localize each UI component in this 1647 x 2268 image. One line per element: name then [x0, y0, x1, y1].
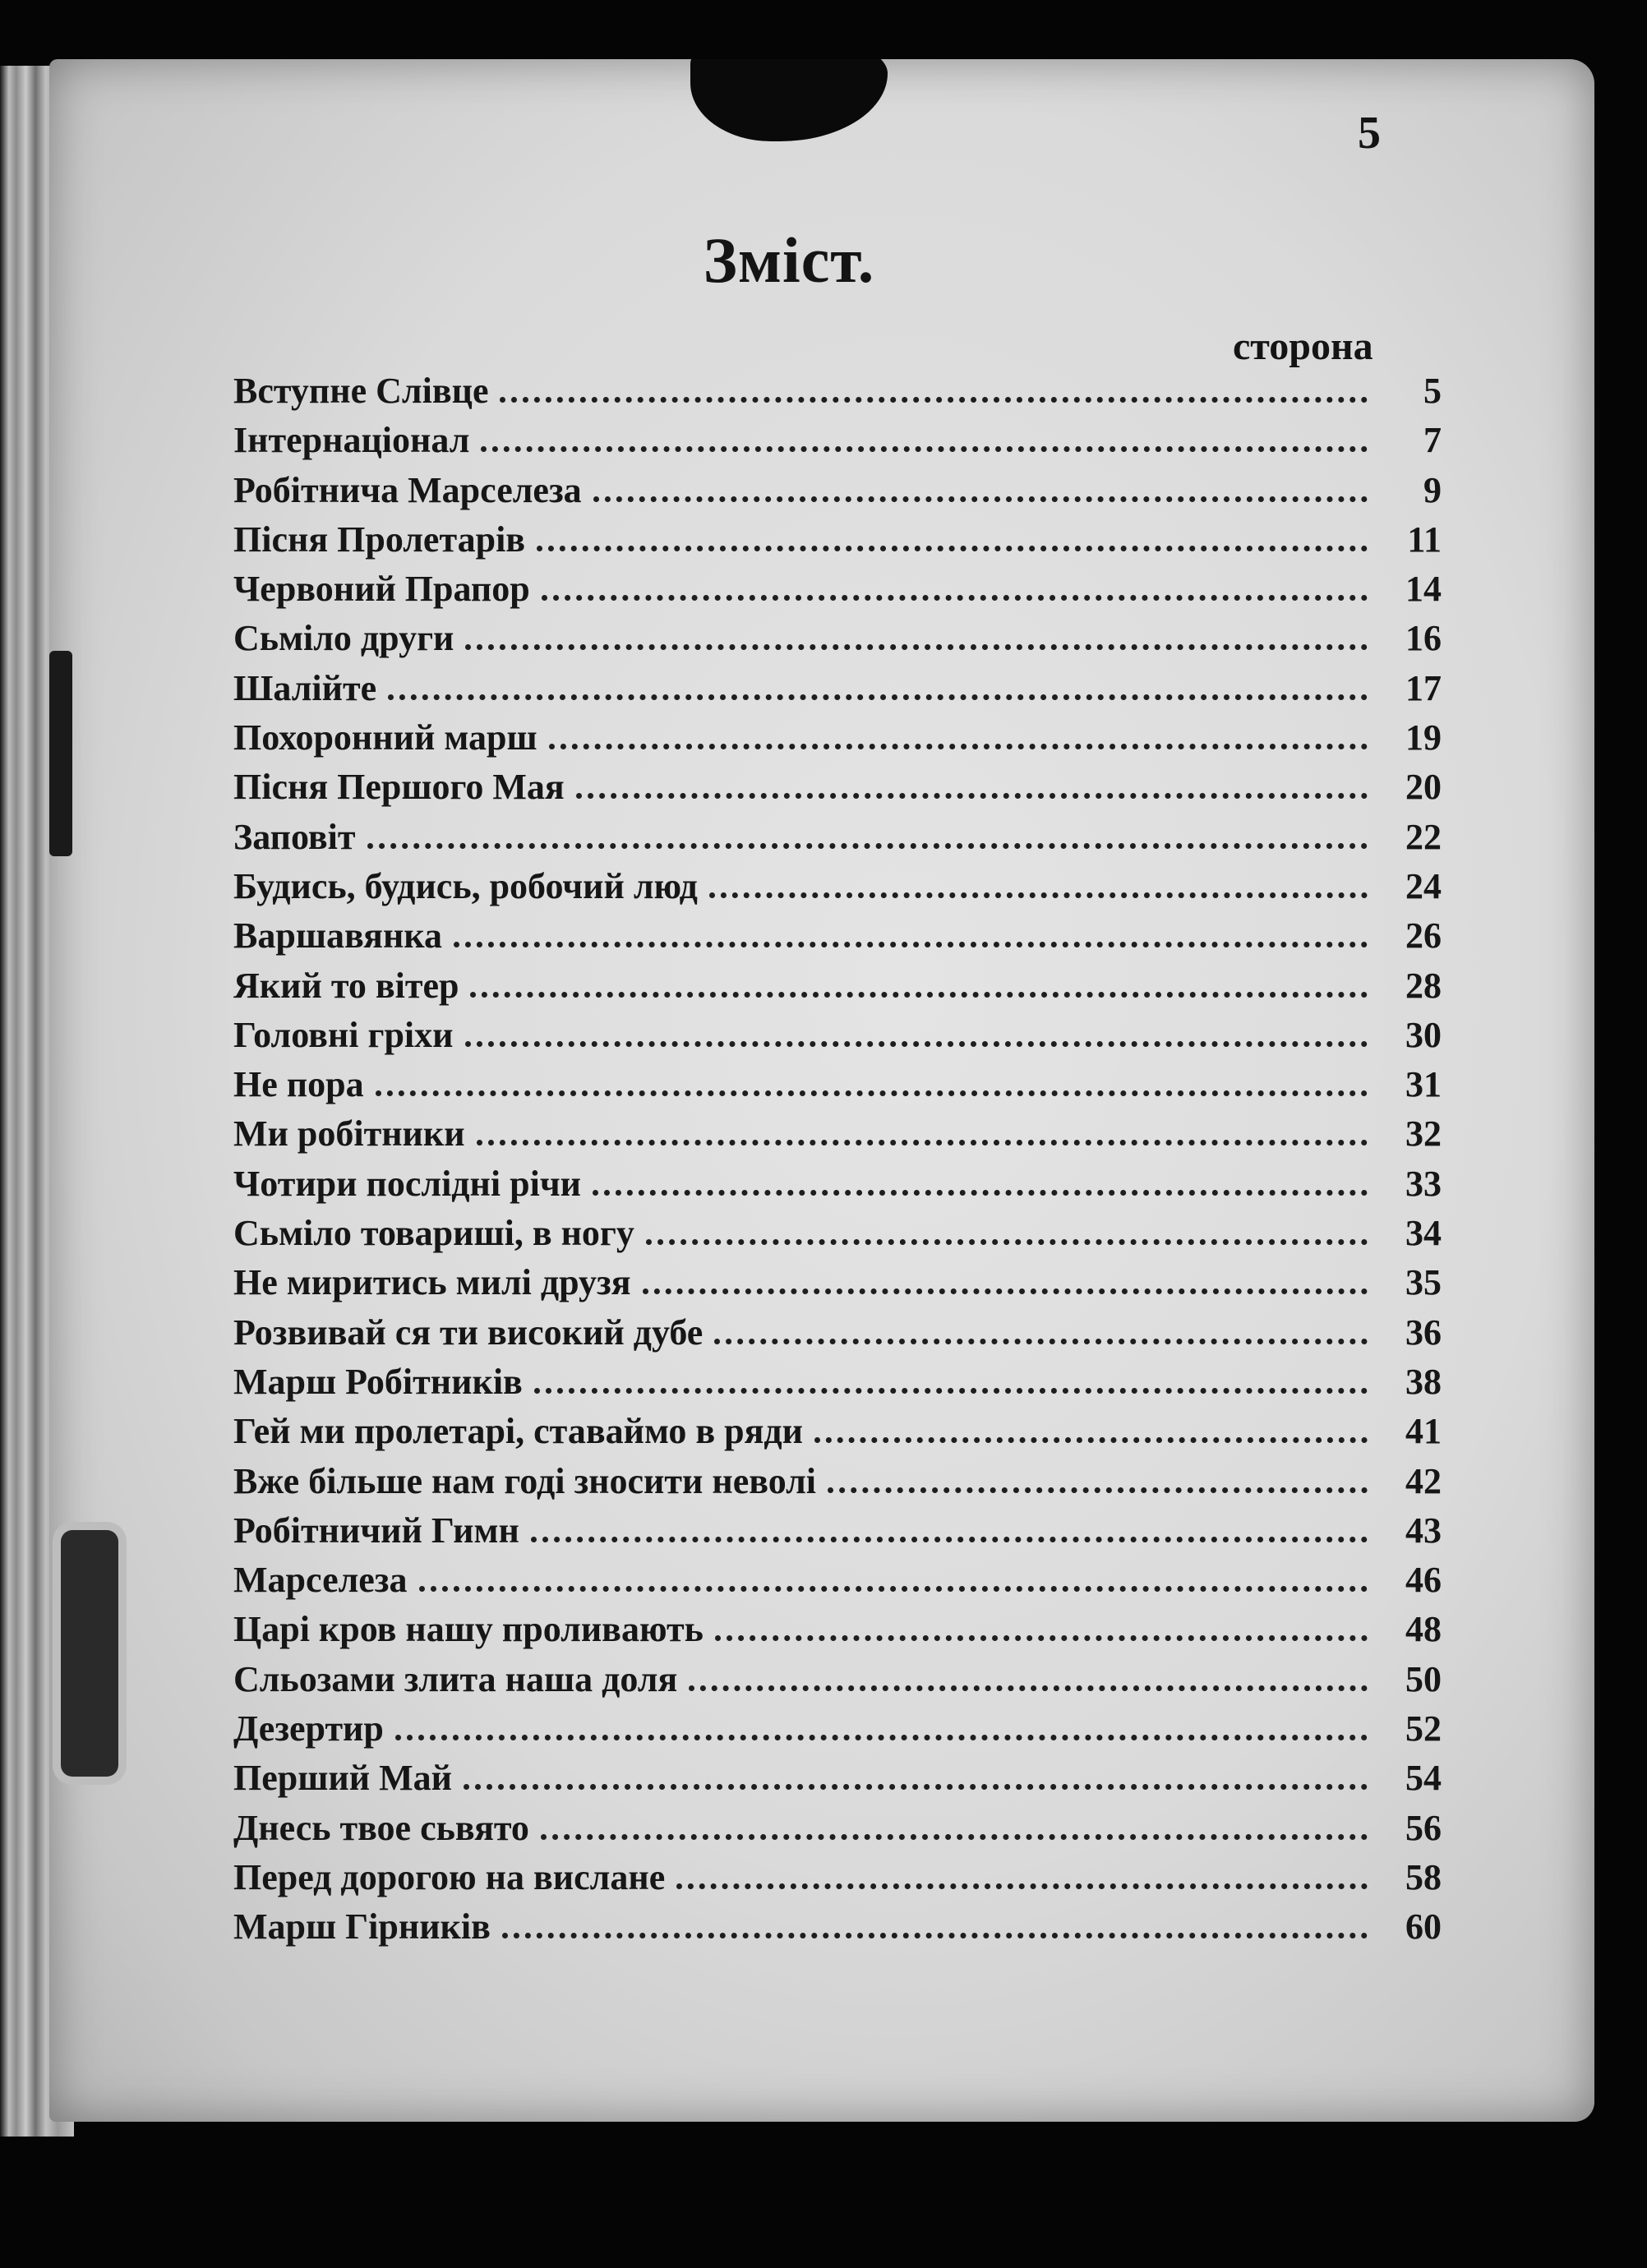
spine-mark	[49, 651, 72, 856]
toc-entry	[233, 1311, 1442, 1361]
spine-clip	[61, 1530, 118, 1777]
toc-entry-title: Який то вітер	[233, 965, 459, 1006]
toc-entry-page: 9	[1423, 469, 1442, 510]
toc-entry-page: 46	[1405, 1560, 1442, 1601]
toc-entry-page: 50	[1405, 1658, 1442, 1699]
dot-leader	[477, 1140, 1368, 1146]
toc-entry-title: Варшавянка	[233, 915, 442, 957]
dot-leader	[676, 1883, 1368, 1889]
toc-entry-title: Сьміло други	[233, 618, 454, 659]
toc-entry-page: 35	[1405, 1262, 1442, 1303]
toc-entry-page: 54	[1405, 1758, 1442, 1799]
toc-entry-page: 38	[1405, 1361, 1442, 1402]
toc-entry-page: 26	[1405, 915, 1442, 957]
dot-leader	[481, 446, 1368, 452]
table-of-contents	[233, 370, 1442, 1956]
toc-entry-page: 41	[1405, 1411, 1442, 1452]
dot-leader	[376, 1090, 1368, 1096]
page-column-header: сторона	[1233, 325, 1373, 368]
toc-entry-page: 7	[1423, 420, 1442, 461]
toc-entry	[233, 519, 1442, 568]
toc-entry-title: Не пора	[233, 1064, 364, 1105]
toc-entry	[233, 1608, 1442, 1657]
toc-entry-page: 56	[1405, 1807, 1442, 1848]
toc-entry-title: Пісня Першого Мая	[233, 767, 565, 808]
toc-entry-page: 42	[1405, 1460, 1442, 1501]
toc-entry-title: Вступне Слівце	[233, 371, 489, 411]
dot-leader	[593, 496, 1368, 502]
dot-leader	[388, 694, 1368, 700]
toc-entry	[233, 1113, 1442, 1162]
dot-leader	[502, 1933, 1368, 1938]
page-number: 5	[1358, 108, 1381, 159]
toc-entry-page: 5	[1423, 371, 1442, 411]
toc-entry-page: 43	[1405, 1510, 1442, 1551]
toc-entry	[233, 1460, 1442, 1510]
toc-entry-page: 19	[1405, 717, 1442, 758]
toc-entry-title: Дезертир	[233, 1708, 384, 1749]
toc-entry-title: Сльозами злита наша доля	[233, 1658, 678, 1699]
toc-entry-title: Вже більше нам годі зносити неволі	[233, 1460, 817, 1501]
toc-entry-title: Похоронний марш	[233, 717, 537, 758]
dot-leader	[646, 1239, 1368, 1245]
dot-leader	[454, 942, 1368, 947]
toc-entry	[233, 1063, 1442, 1113]
dot-leader	[576, 793, 1368, 799]
toc-entry-page: 30	[1405, 1014, 1442, 1055]
toc-entry-page: 17	[1405, 667, 1442, 708]
dot-leader	[643, 1288, 1368, 1294]
toc-entry	[233, 419, 1442, 468]
toc-entry-title: Заповіт	[233, 816, 356, 857]
toc-entry	[233, 816, 1442, 865]
toc-entry	[233, 1212, 1442, 1261]
dot-leader	[714, 1339, 1368, 1344]
toc-entry-page: 33	[1405, 1163, 1442, 1204]
dot-leader	[537, 546, 1368, 551]
toc-entry-title: Ми робітники	[233, 1113, 465, 1155]
toc-entry-page: 22	[1405, 816, 1442, 857]
toc-entry-title: Інтернаціонал	[233, 420, 470, 461]
toc-entry	[233, 965, 1442, 1014]
toc-entry	[233, 469, 1442, 519]
toc-entry-title: Головні гріхи	[233, 1014, 454, 1055]
toc-entry	[233, 617, 1442, 666]
dot-leader	[709, 892, 1368, 898]
torn-edge	[690, 59, 888, 141]
toc-entry-title: Сьміло товариші, в ногу	[233, 1213, 634, 1254]
toc-entry	[233, 1410, 1442, 1459]
dot-leader	[593, 1190, 1368, 1196]
toc-entry-page: 31	[1405, 1064, 1442, 1105]
toc-entry	[233, 766, 1442, 815]
toc-entry	[233, 568, 1442, 617]
dot-leader	[689, 1685, 1368, 1691]
toc-entry-title: Марселеза	[233, 1560, 408, 1601]
toc-entry	[233, 915, 1442, 964]
toc-entry	[233, 717, 1442, 766]
dot-leader	[470, 992, 1368, 998]
toc-entry-title: Будись, будись, робочий люд	[233, 865, 698, 906]
book-page	[49, 59, 1594, 2122]
dot-leader	[541, 1834, 1368, 1840]
toc-entry-page: 60	[1405, 1906, 1442, 1948]
dot-leader	[715, 1635, 1368, 1641]
toc-entry-title: Гей ми пролетарі, ставаймо в ряди	[233, 1411, 803, 1452]
dot-leader	[828, 1487, 1368, 1493]
toc-entry-title: Марш Робітників	[233, 1361, 523, 1402]
toc-entry-page: 28	[1405, 965, 1442, 1006]
toc-entry	[233, 1510, 1442, 1559]
toc-entry	[233, 1856, 1442, 1906]
toc-entry-title: Марш Гірників	[233, 1906, 491, 1948]
toc-entry-page: 16	[1405, 618, 1442, 659]
toc-entry	[233, 865, 1442, 915]
toc-entry-title: Чотири послідні річи	[233, 1163, 581, 1204]
dot-leader	[814, 1437, 1368, 1443]
toc-entry-title: Робітничий Гимн	[233, 1510, 519, 1551]
toc-entry-page: 24	[1405, 865, 1442, 906]
dot-leader	[464, 1784, 1368, 1790]
toc-entry	[233, 1658, 1442, 1708]
toc-entry	[233, 1361, 1442, 1410]
toc-entry	[233, 667, 1442, 717]
dot-leader	[531, 1537, 1368, 1542]
toc-entry-page: 11	[1407, 519, 1442, 560]
toc-entry	[233, 370, 1442, 419]
toc-entry	[233, 1906, 1442, 1955]
toc-entry	[233, 1014, 1442, 1063]
toc-entry-page: 34	[1405, 1213, 1442, 1254]
toc-entry-title: Шалійте	[233, 667, 377, 708]
dot-leader	[465, 644, 1368, 650]
dot-leader	[549, 744, 1368, 749]
dot-leader	[395, 1735, 1368, 1740]
toc-entry	[233, 1757, 1442, 1806]
toc-entry	[233, 1708, 1442, 1757]
page-title: Зміст.	[703, 224, 875, 296]
toc-entry	[233, 1807, 1442, 1856]
toc-entry-title: Перший Май	[233, 1758, 452, 1799]
toc-entry	[233, 1163, 1442, 1212]
toc-entry-page: 48	[1405, 1609, 1442, 1650]
toc-entry-title: Робітнича Марселеза	[233, 469, 582, 510]
toc-entry-title: Не миритись милі друзя	[233, 1262, 631, 1303]
toc-entry-title: Днесь твое сьвято	[233, 1807, 529, 1848]
dot-leader	[534, 1388, 1368, 1394]
toc-entry-page: 32	[1405, 1113, 1442, 1155]
toc-entry-page: 14	[1405, 569, 1442, 610]
toc-entry-title: Перед дорогою на вислане	[233, 1856, 666, 1897]
toc-entry-page: 36	[1405, 1311, 1442, 1353]
toc-entry	[233, 1559, 1442, 1608]
dot-leader	[542, 595, 1368, 601]
dot-leader	[465, 1041, 1368, 1047]
toc-entry-page: 20	[1405, 767, 1442, 808]
toc-entry-title: Царі кров нашу проливають	[233, 1609, 704, 1650]
toc-entry-page: 58	[1405, 1856, 1442, 1897]
dot-leader	[500, 397, 1368, 403]
toc-entry-title: Пісня Пролетарів	[233, 519, 526, 560]
toc-entry-page: 52	[1405, 1708, 1442, 1749]
dot-leader	[367, 843, 1368, 849]
toc-entry	[233, 1261, 1442, 1311]
dot-leader	[419, 1586, 1368, 1592]
toc-entry-title: Червоний Прапор	[233, 569, 530, 610]
toc-entry-title: Розвивай ся ти високий дубе	[233, 1311, 704, 1353]
